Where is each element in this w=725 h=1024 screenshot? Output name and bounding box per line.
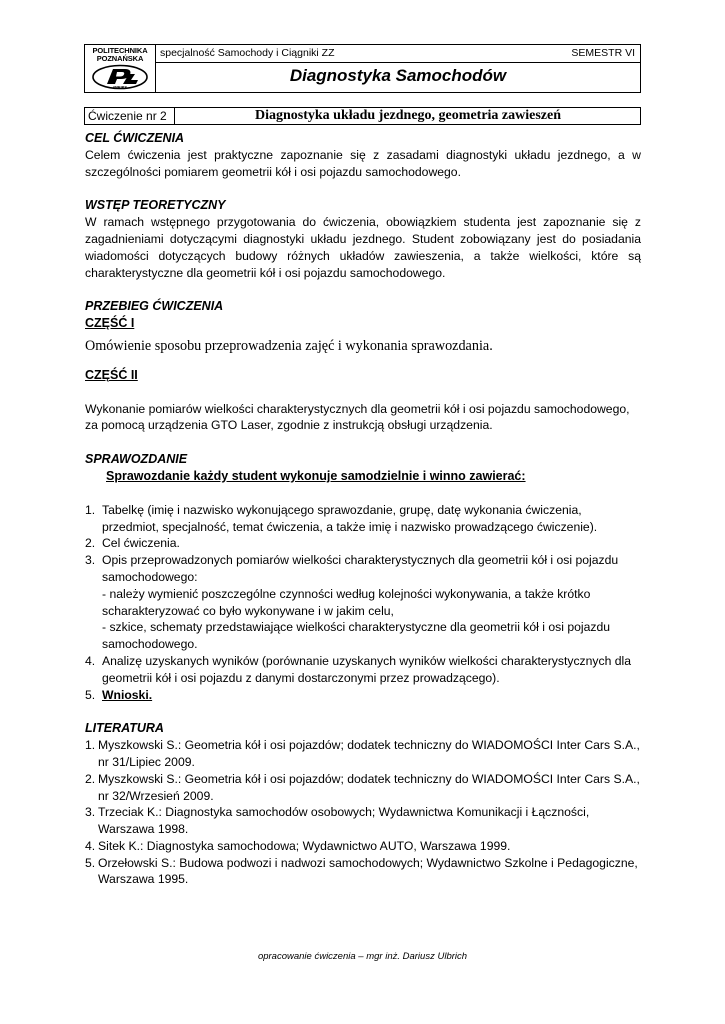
list-item-line: Analizę uzyskanych wyników (porównanie uzyskanych wyników wielkości charakterystycznych dla: [102, 653, 632, 668]
list-item-line: geometrii kół i osi pojazdu z danymi dostarczonymi przez prowadzącego).: [102, 670, 500, 685]
logo-line-2: POZNAŃSKA: [96, 54, 144, 63]
list-item: [85, 552, 641, 653]
list-item-line: scharakteryzować co było wykonywane i w jakim celu,: [102, 603, 394, 618]
literature-item-number: 4.: [85, 838, 96, 853]
exercise-title: Diagnostyka układu jezdnego, geometria zawieszeń: [254, 108, 562, 123]
list-item-line: przedmiot, specjalność, temat ćwiczenia, a także imię i nazwisko prowadzącego ćwiczenie).: [102, 519, 598, 534]
literature-item-line: Orzełowski S.: Budowa podwozi i nadwozi samochodowych; Wydawnictwo Szkolne i Pedagogiczne,: [98, 855, 638, 870]
literature-item: [85, 771, 641, 805]
literature-item: [85, 737, 641, 771]
list-item: [85, 502, 641, 536]
literature-item-number: 3.: [85, 805, 96, 820]
literature-item-line: Myszkowski S.: Geometria kół i osi pojazdów; dodatek techniczny do WIADOMOŚCI Inter Cars S.A.,: [98, 738, 640, 753]
literature-item-line: nr 31/Lipiec 2009.: [98, 754, 195, 769]
literature-item-line: Sitek K.: Diagnostyka samochodowa; Wydawnictwo AUTO, Warszawa 1999.: [98, 838, 511, 853]
part1-heading: CZĘŚĆ I: [85, 316, 135, 331]
list-item-number: 1.: [85, 502, 96, 517]
list-item-line: - należy wymienić poszczególne czynności według kolejności wykonywania, a także krótko: [102, 586, 591, 601]
literature-item-line: Warszawa 1995.: [98, 872, 189, 887]
list-item-line: Opis przeprowadzonych pomiarów wielkości charakterystycznych dla geometrii kół i osi pojazdu: [102, 553, 619, 568]
literature-item-number: 1.: [85, 738, 96, 753]
subject-title: Diagnostyka Samochodów: [289, 66, 507, 85]
literature-item: [85, 804, 641, 838]
literature-heading: LITERATURA: [85, 721, 164, 736]
list-item-line: samochodowego:: [102, 569, 198, 584]
header-info-row: [156, 45, 640, 63]
document-header: [84, 44, 641, 93]
literature-item-line: nr 32/Wrzesień 2009.: [98, 788, 214, 803]
page-footer: opracowanie ćwiczenia – mgr inż. Dariusz Ulbrich: [257, 951, 468, 962]
list-item: [85, 687, 641, 704]
university-logo: [85, 45, 156, 92]
list-item-line: Cel ćwiczenia.: [102, 536, 180, 551]
literature-item-line: Myszkowski S.: Geometria kół i osi pojazdów; dodatek techniczny do WIADOMOŚCI Inter Cars S.A.,: [98, 771, 640, 786]
list-item-number: 4.: [85, 653, 96, 668]
exercise-number: Ćwiczenie nr 2: [85, 108, 175, 124]
intro-heading: WSTĘP TEORETYCZNY: [85, 198, 226, 213]
goal-text: Celem ćwiczenia jest praktyczne zapoznanie się z zasadami diagnostyki układu jezdnego, a w szczególności pomiarem geometrii kół i osi pojazdu samochodowego.: [85, 147, 641, 179]
literature-item-number: 5.: [85, 855, 96, 870]
literature-list: [85, 737, 641, 888]
goal-heading: CEL ĆWICZENIA: [85, 131, 185, 145]
list-item-line: Tabelkę (imię i nazwisko wykonującego sprawozdanie, grupę, datę wykonania ćwiczenia,: [102, 502, 582, 517]
literature-item-line: Warszawa 1998.: [98, 822, 189, 837]
list-item-line: Wnioski.: [102, 687, 153, 702]
report-subheading: Sprawozdanie każdy student wykonuje samodzielnie i winno zawierać:: [106, 468, 526, 483]
document-body: [85, 130, 641, 888]
semester: SEMESTR VI: [571, 47, 635, 59]
list-item-line: samochodowego.: [102, 637, 198, 652]
institute-emblem-icon: [91, 64, 149, 90]
intro-text: W ramach wstępnego przygotowania do ćwiczenia, obowiązkiem studenta jest zapoznanie się z zagadnieniami dotyczącymi diagnostyki układu jezdnego. Student zobowiązany jest do posiadania wiadomości dotyczących budowy różnych układów zawieszenia, a także wielkości, które są charakterystyczne dla geometrii kół i osi pojazdu samochodowego.: [85, 215, 641, 280]
specialization: specjalność Samochody i Ciągniki ZZ: [160, 47, 335, 59]
list-item-line: - szkice, schematy przedstawiające wielkości charakterystyczne dla geometrii kół i osi pojazdu: [102, 620, 611, 635]
literature-item-number: 2.: [85, 771, 96, 786]
exercise-row: [84, 107, 641, 125]
report-heading: SPRAWOZDANIE: [85, 452, 188, 467]
list-item: [85, 653, 641, 687]
list-item-number: 3.: [85, 553, 96, 568]
logo-mark-text: IMRiPS: [113, 84, 127, 90]
list-item-number: 5.: [85, 687, 96, 702]
report-list: [85, 502, 641, 704]
part1-text: Omówienie sposobu przeprowadzenia zajęć i wykonania sprawozdania.: [85, 337, 493, 354]
list-item: [85, 535, 641, 552]
part2-heading: CZĘŚĆ II: [85, 367, 138, 382]
list-item-number: 2.: [85, 536, 96, 551]
logo-line-1: POLITECHNIKA: [92, 46, 148, 55]
literature-item-line: Trzeciak K.: Diagnostyka samochodów osobowych; Wydawnictwa Komunikacji i Łączności,: [98, 805, 590, 820]
course-heading: PRZEBIEG ĆWICZENIA: [85, 299, 224, 314]
literature-item: [85, 855, 641, 889]
literature-item: [85, 838, 641, 855]
part2-text: Wykonanie pomiarów wielkości charakterystycznych dla geometrii kół i osi pojazdu samochodowego, za pomocą urządzenia GTO Laser, zgodnie z instrukcją obsługi urządzenia.: [85, 401, 630, 433]
